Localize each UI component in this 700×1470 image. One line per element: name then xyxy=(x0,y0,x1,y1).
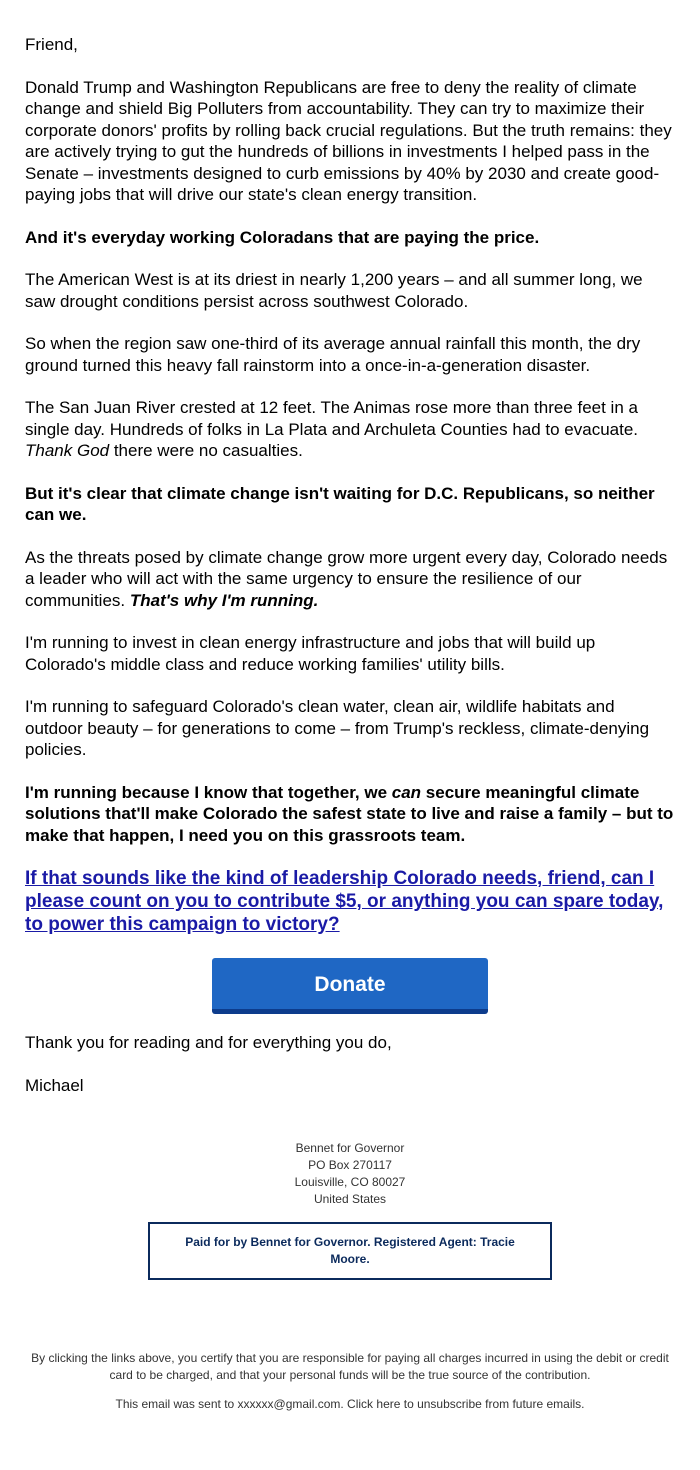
paragraph-rainfall: So when the region saw one-third of its average annual rainfall this month, the dry ground turned this heavy fall rainstorm into a once-in-a-generation disaster. xyxy=(25,334,641,375)
paragraph-energy: I'm running to invest in clean energy infrastructure and jobs that will build up Colorado's middle class and reduce working families' utility bills. xyxy=(25,633,596,674)
paragraph-drought: The American West is at its driest in nearly 1,200 years – and all summer long, we saw drought conditions persist across southwest Colorado. xyxy=(25,270,643,311)
paragraph-intro: Donald Trump and Washington Republicans are free to deny the reality of climate change and shield Big Polluters from accountability. They can try to maximize their corporate donors' profits by rolling back crucial regulations. But the truth remains: they are actively trying to gut the hundreds of billions in investments I helped pass in the Senate – investments designed to curb emissions by 40% by 2030 and create good-paying jobs that will drive our state's clean energy transition. xyxy=(25,77,672,204)
together-emphasis: can xyxy=(391,782,422,802)
footer-country: United States xyxy=(313,1192,387,1206)
footer-po-box: PO Box 270117 xyxy=(308,1158,392,1172)
closing: Thank you for reading and for everything you do, xyxy=(25,1033,392,1052)
footer-city: Louisville, CO 80027 xyxy=(294,1175,406,1189)
urgency-text: As the threats posed by climate change grow more urgent every day, Colorado needs a leader who will act with the same urgency to ensure the resilience of our communities. xyxy=(25,547,668,610)
greeting: Friend, xyxy=(25,35,78,54)
together-text-a: I'm running because I know that together, we xyxy=(25,782,392,802)
rivers-emphasis: Thank God xyxy=(25,441,110,460)
footer-address xyxy=(25,1140,675,1280)
donate-button[interactable]: Donate xyxy=(212,958,488,1014)
legal-certification: By clicking the links above, you certify that you are responsible for paying all charges incurred in using the debit or credit card to be charged, and that your personal funds will be the true source of the contribution. xyxy=(31,1351,669,1382)
footer-org: Bennet for Governor xyxy=(295,1141,405,1155)
contribute-link[interactable]: If that sounds like the kind of leadership Colorado needs, friend, can I please count on you to contribute $5, or anything you can spare today, to power this campaign to victory? xyxy=(25,868,664,935)
paid-for-disclaimer: Paid for by Bennet for Governor. Registered Agent: Tracie Moore. xyxy=(148,1222,552,1280)
paragraph-urgency xyxy=(25,547,675,612)
paragraph-bold-climate: But it's clear that climate change isn't waiting for D.C. Republicans, so neither can we. xyxy=(25,483,655,524)
urgency-emphasis: That's why I'm running. xyxy=(129,590,319,610)
rivers-tail: there were no casualties. xyxy=(109,441,303,460)
paragraph-bold-price: And it's everyday working Coloradans that are paying the price. xyxy=(25,227,540,247)
ask-paragraph xyxy=(25,867,675,936)
paragraph-rivers xyxy=(25,397,675,462)
together-text-b: secure meaningful climate solutions that'll make Colorado the safest state to live and raise a family – but to make that happen, I need you on this grassroots team. xyxy=(25,782,674,845)
signature: Michael xyxy=(25,1075,84,1095)
paragraph-safeguard: I'm running to safeguard Colorado's clean water, clean air, wildlife habitats and outdoor beauty – for generations to come – from Trump's reckless, climate-denying policies. xyxy=(25,697,650,759)
unsubscribe-notice[interactable]: This email was sent to xxxxxx@gmail.com. Click here to unsubscribe from future emails. xyxy=(115,1397,585,1411)
rivers-text: The San Juan River crested at 12 feet. The Animas rose more than three feet in a single day. Hundreds of folks in La Plata and Archuleta Counties had to evacuate. xyxy=(25,398,639,439)
paragraph-bold-together xyxy=(25,782,675,847)
donate-row xyxy=(25,958,675,1014)
legal-section xyxy=(25,1350,675,1413)
